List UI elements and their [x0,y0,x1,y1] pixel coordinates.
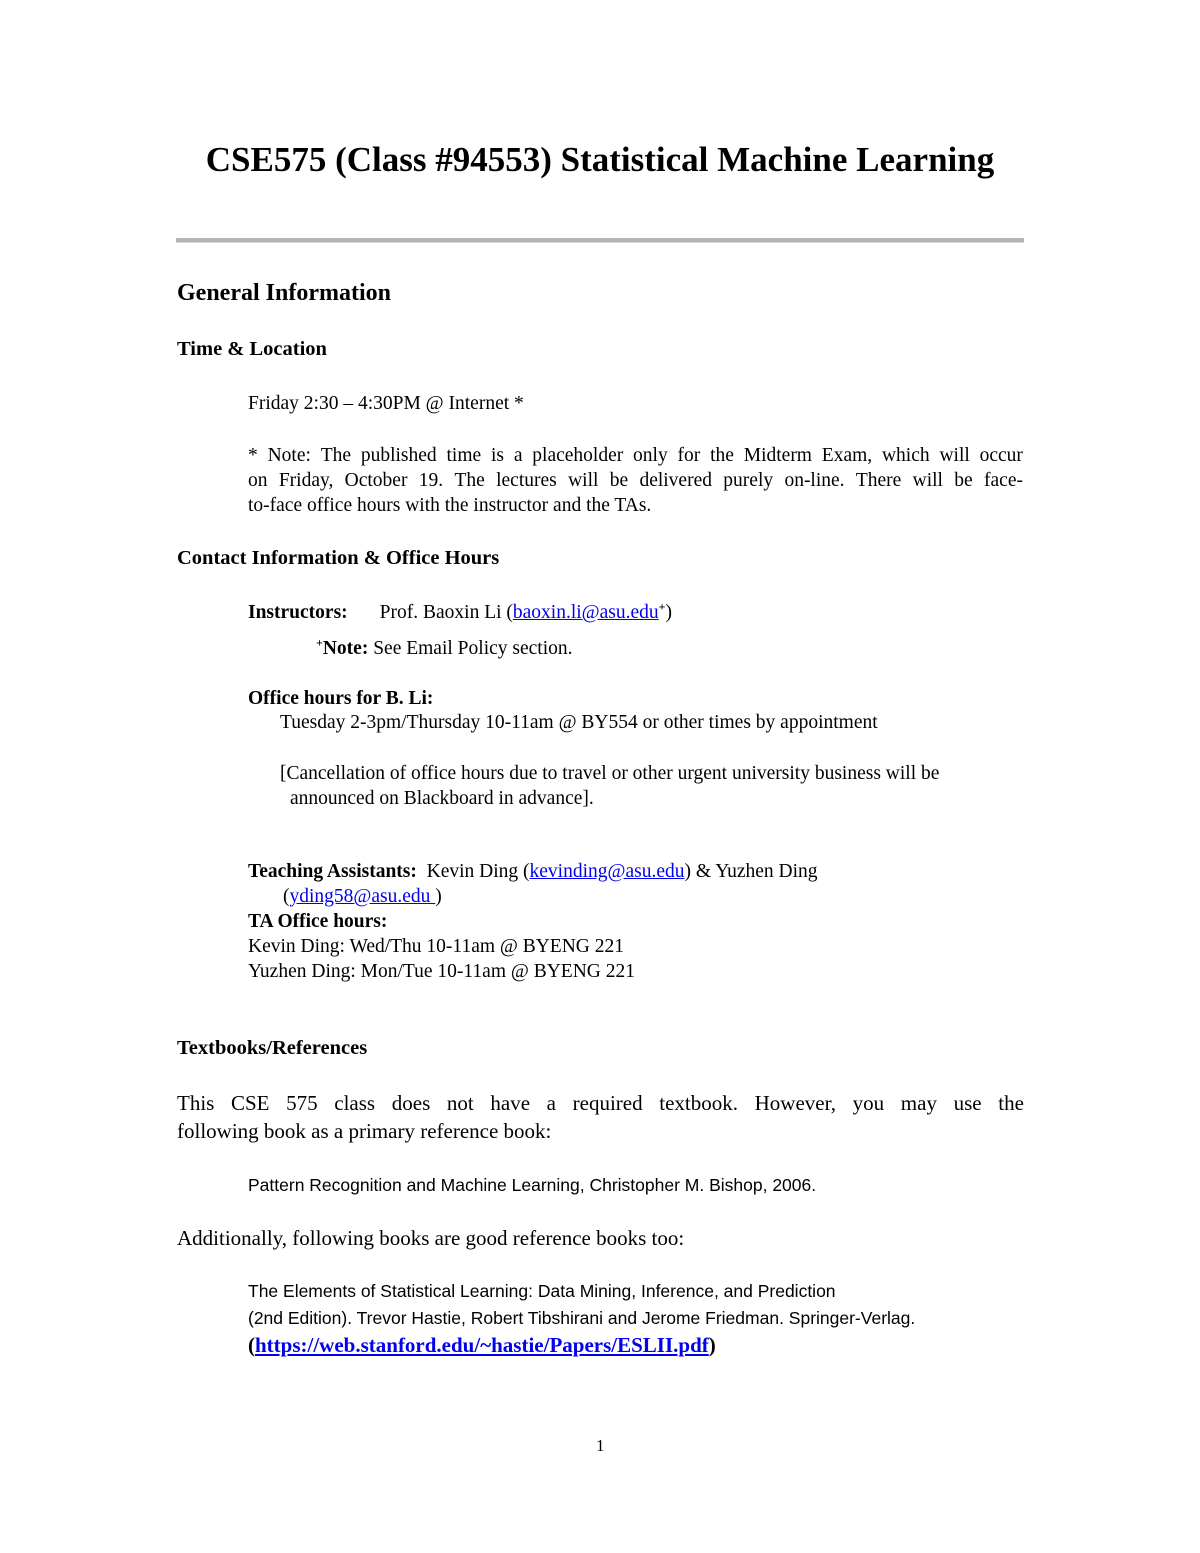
additional-book-line-1: The Elements of Statistical Learning: Data Mining, Inference, and Prediction [248,1281,836,1301]
ta2-close-paren: ) [435,886,442,907]
book-url-close-paren: ) [708,1333,716,1357]
ta-office-hours-kevin: Kevin Ding: Wed/Thu 10-11am @ BYENG 221 [248,936,625,957]
ta-office-hours-label: TA Office hours: [248,911,388,932]
book-url-open-paren: ( [248,1333,255,1357]
ta1-email-link[interactable]: kevinding@asu.edu [529,861,685,882]
book-url-link[interactable]: https://web.stanford.edu/~hastie/Papers/ESLII.pdf [255,1333,709,1357]
schedule-note-line: on Friday, October 19. The lectures will be delivered purely on-line. There will be face- [248,470,1023,491]
ta2-name: ) & Yuzhen Ding [684,861,818,882]
ta2-email-link[interactable]: yding58@asu.edu [289,886,436,907]
schedule-note-line: * Note: The published time is a placeholder only for the Midterm Exam, which will occur [248,445,1023,466]
section-heading-general-information: General Information [177,280,391,306]
cancellation-note-line-2: announced on Blackboard in advance]. [290,788,594,809]
office-hours-label: Office hours for B. Li: [248,688,434,709]
email-policy-note [316,635,573,660]
subheading-time-location: Time & Location [177,338,327,360]
teaching-assistants-label: Teaching Assistants: [248,861,417,882]
office-hours-text: Tuesday 2-3pm/Thursday 10-11am @ BY554 or other times by appointment [280,712,878,733]
primary-reference-book: Pattern Recognition and Machine Learning, Christopher M. Bishop, 2006. [248,1175,817,1195]
instructor-email-link[interactable]: baoxin.li@asu.edu [512,602,659,623]
subheading-textbooks: Textbooks/References [177,1037,368,1059]
instructor-line [248,599,672,624]
email-policy-note-text: See Email Policy section. [368,638,573,659]
textbook-intro-line: This CSE 575 class does not have a required textbook. However, you may use the [177,1091,1024,1115]
schedule-note [248,445,1023,520]
additional-book-line-2: (2nd Edition). Trevor Hastie, Robert Tibshirani and Jerome Friedman. Springer-Verlag. [248,1308,916,1328]
page-title: CSE575 (Class #94553) Statistical Machine Learning [205,140,995,179]
title-divider [176,238,1024,243]
instructor-close-paren: ) [665,602,672,623]
class-schedule: Friday 2:30 – 4:30PM @ Internet * [248,393,524,414]
additional-books-intro: Additionally, following books are good reference books too: [177,1226,685,1250]
teaching-assistants-line [248,861,818,883]
textbook-intro [177,1091,1024,1147]
email-policy-note-label: Note: [322,638,369,659]
email-policy-mark: + [658,599,666,614]
schedule-note-line: to-face office hours with the instructor and the TAs. [248,495,652,516]
ta2-email-line [283,886,442,908]
instructor-name: Prof. Baoxin Li ( [379,602,513,623]
email-policy-note-mark: + [316,635,323,650]
cancellation-note-line-1: [Cancellation of office hours due to travel or other urgent university business will be [280,763,940,784]
textbook-intro-line: following book as a primary reference book: [177,1119,552,1143]
subheading-contact: Contact Information & Office Hours [177,547,500,569]
ta1-name: Kevin Ding ( [416,861,530,882]
ta2-open-paren: ( [283,886,290,907]
page-number: 1 [596,1436,605,1455]
ta-office-hours-yuzhen: Yuzhen Ding: Mon/Tue 10-11am @ BYENG 221 [248,961,636,982]
instructors-label: Instructors: [248,602,348,623]
book-url-line [248,1333,716,1358]
